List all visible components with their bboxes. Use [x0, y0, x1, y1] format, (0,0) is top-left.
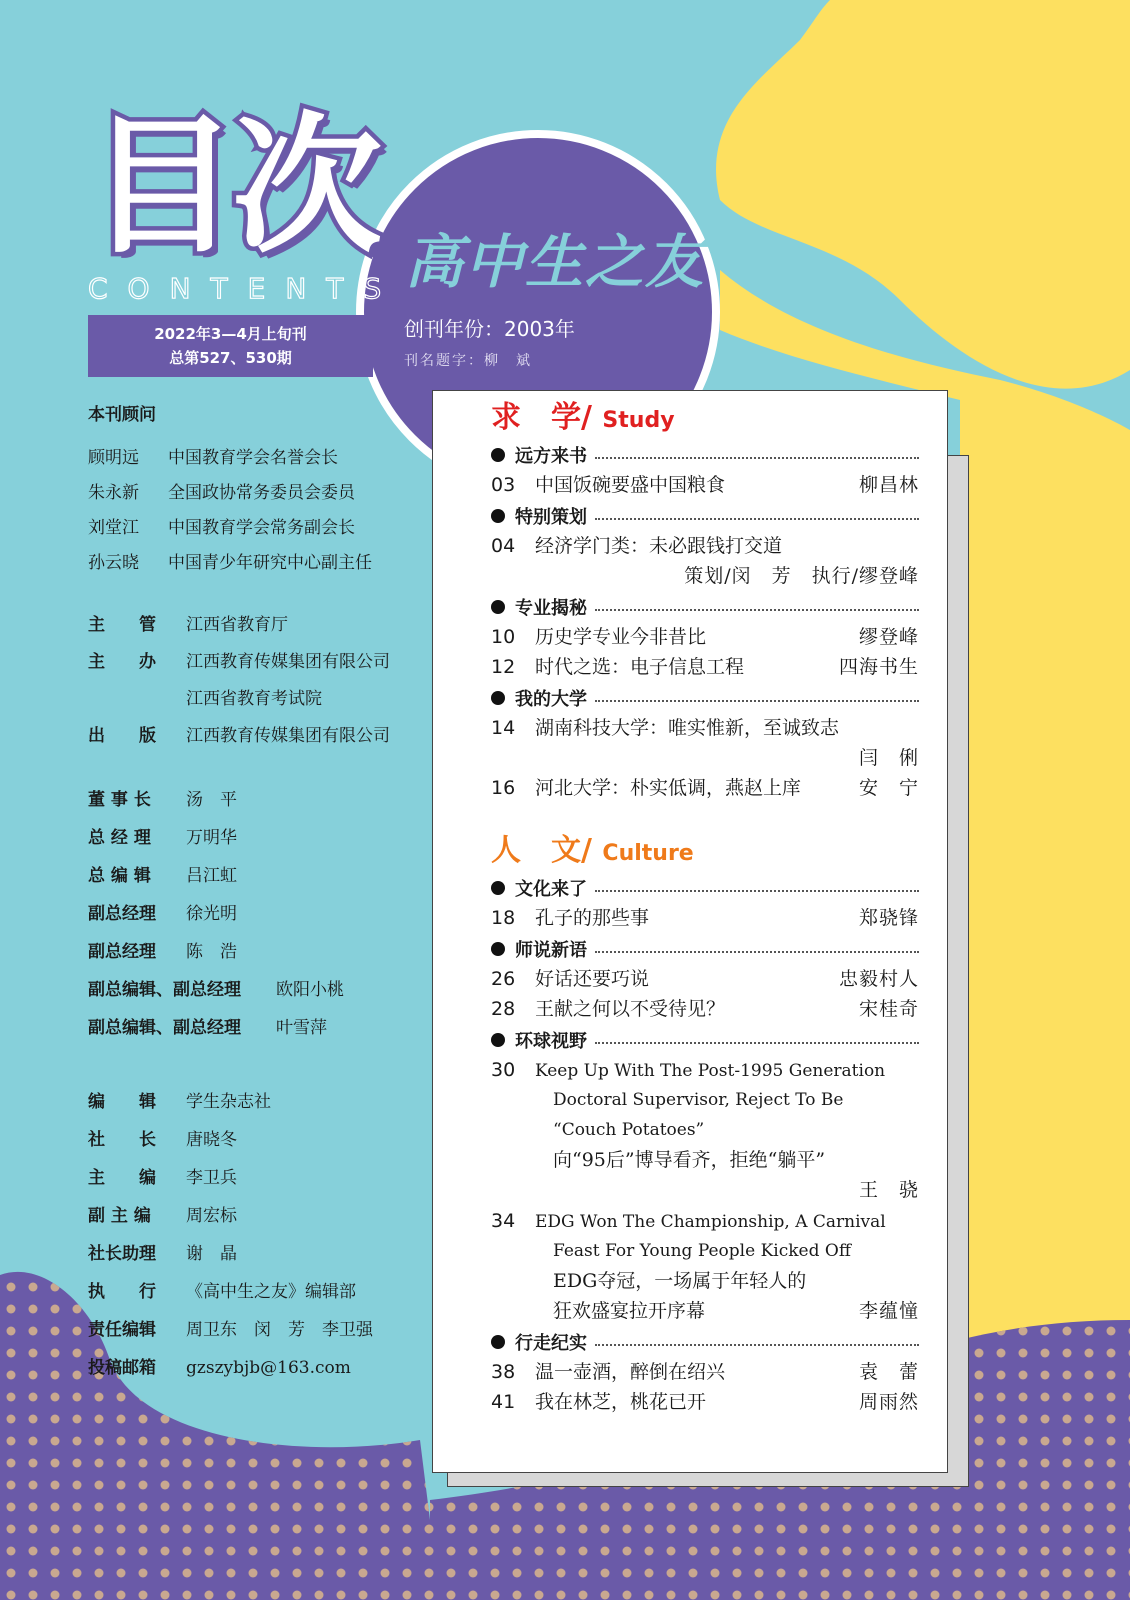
article-entry[interactable]: 04 经济学门类：未必跟钱打交道	[491, 535, 783, 557]
article-title-continuation: “Couch Potatoes”	[553, 1120, 705, 1140]
article-entry[interactable]: 41 我在林芝，桃花已开 周雨然	[491, 1391, 919, 1413]
advisor-row: 朱永新 全国政协常务委员会委员	[88, 483, 355, 503]
management-row: 副总经理 陈 浩	[88, 942, 237, 962]
advisor-row: 顾明远 中国教育学会名誉会长	[88, 448, 338, 468]
article-entry[interactable]: 30 Keep Up With The Post-1995 Generation	[491, 1059, 886, 1081]
org-row: 主 管 江西省教育厅	[88, 615, 288, 635]
issue-band	[88, 315, 373, 377]
management-row: 董 事 长 汤 平	[88, 790, 237, 810]
category-heading: 远方来书	[491, 443, 919, 467]
management-row: 副总编辑、副总经理 叶雪萍	[88, 1018, 327, 1038]
org-row: 江西省教育考试院	[186, 689, 322, 709]
issue-date: 2022年3—4月上旬刊	[154, 325, 307, 343]
contents-subtitle: CONTENTS	[88, 272, 402, 305]
editorial-row: 执 行 《高中生之友》编辑部	[88, 1282, 356, 1302]
org-row: 出 版 江西教育传媒集团有限公司	[88, 726, 390, 746]
management-row: 副总经理 徐光明	[88, 904, 237, 924]
bullet-icon	[491, 600, 505, 614]
editorial-row: 社 长 唐晓冬	[88, 1130, 237, 1150]
article-title-continuation: 向“95后”博导看齐，拒绝“躺平”	[553, 1149, 826, 1171]
category-heading: 师说新语	[491, 937, 919, 961]
category-heading: 专业揭秘	[491, 595, 919, 619]
calligraphy-credit: 刊名题字：柳 斌	[404, 353, 532, 369]
category-heading: 我的大学	[491, 686, 919, 710]
magazine-name: 高中生之友	[405, 228, 706, 296]
editorial-row: 主 编 李卫兵	[88, 1168, 237, 1188]
submission-email-link[interactable]: gzszybjb@163.com	[186, 1358, 351, 1378]
advisor-row: 刘堂江 中国教育学会常务副会长	[88, 518, 355, 538]
editorial-row: 投稿邮箱 gzszybjb@163.com	[88, 1358, 351, 1378]
article-title-continuation: Doctoral Supervisor, Reject To Be	[553, 1090, 844, 1110]
bullet-icon	[491, 881, 505, 895]
editorial-row: 编 辑 学生杂志社	[88, 1092, 271, 1112]
bullet-icon	[491, 942, 505, 956]
article-entry[interactable]: 28 王献之何以不受待见？ 宋桂奇	[491, 998, 919, 1020]
article-entry[interactable]: 38 温一壶酒，醉倒在绍兴 袁 蕾	[491, 1361, 919, 1383]
bullet-icon	[491, 448, 505, 462]
management-row: 副总编辑、副总经理 欧阳小桃	[88, 980, 344, 1000]
issue-number: 总第527、530期	[169, 349, 292, 367]
category-heading: 行走纪实	[491, 1330, 919, 1354]
bullet-icon	[491, 1033, 505, 1047]
editorial-row: 副 主 编 周宏标	[88, 1206, 237, 1226]
advisors-heading: 本刊顾问	[88, 405, 156, 425]
article-entry[interactable]: 03 中国饭碗要盛中国粮食 柳昌林	[491, 474, 919, 496]
article-title-continuation: EDG夺冠，一场属于年轻人的	[553, 1270, 807, 1292]
editorial-row: 社长助理 谢 晶	[88, 1244, 237, 1264]
article-entry[interactable]: 10 历史学专业今非昔比 缪登峰	[491, 626, 919, 648]
category-heading: 文化来了	[491, 876, 919, 900]
section-heading-culture: 人 文/ Culture	[491, 833, 694, 868]
management-row: 总 经 理 万明华	[88, 828, 237, 848]
article-entry[interactable]: 14 湖南科技大学：唯实惟新，至诚致志	[491, 717, 840, 739]
article-title-continuation: Feast For Young People Kicked Off	[553, 1241, 851, 1261]
article-title-continuation: 狂欢盛宴拉开序幕 李蕴憧	[553, 1300, 919, 1322]
founded-year: 创刊年份：2003年	[404, 317, 575, 341]
page-title: 目次	[88, 100, 377, 274]
bullet-icon	[491, 509, 505, 523]
org-row: 主 办 江西教育传媒集团有限公司	[88, 652, 390, 672]
article-entry[interactable]: 26 好话还要巧说 忠毅村人	[491, 968, 919, 990]
article-entry[interactable]: 16 河北大学：朴实低调，燕赵上庠 安 宁	[491, 777, 919, 799]
editorial-row: 责任编辑 周卫东 闵 芳 李卫强	[88, 1320, 373, 1340]
bullet-icon	[491, 691, 505, 705]
article-entry[interactable]: 18 孔子的那些事 郑骁锋	[491, 907, 919, 929]
section-heading-study: 求 学/ Study	[491, 400, 675, 435]
category-heading: 特别策划	[491, 504, 919, 528]
bullet-icon	[491, 1335, 505, 1349]
article-entry[interactable]: 34 EDG Won The Championship, A Carnival	[491, 1210, 886, 1232]
category-heading: 环球视野	[491, 1028, 919, 1052]
article-entry[interactable]: 12 时代之选：电子信息工程 四海书生	[491, 656, 919, 678]
contents-card: 求 学/ Study 远方来书 03 中国饭碗要盛中国粮食 柳昌林 特别策划 04 经济学门类：未必跟钱打交道 策划/闵 芳 执行/缪登峰 专业揭秘 10 历史学专业今非昔比 缪登峰 12 时代之选：电子信息工程 四海书生 我的大学 14 湖南科技大学：唯实惟新，至诚致志 闫 俐 16 河北大学：朴实低调，燕赵上庠 安 宁 人 文/ Culture 文化来了 18 孔子的那些事 郑骁锋 师说新语 26 好话还要巧说 忠毅村人 28 王献之何以不受待见？ 宋桂奇 环球视野 30 Keep Up With The Post-1995 Generation Doctoral Supervisor, Reject To Be “Couch Potatoes” 向“95后”博导看齐，拒绝“躺平” 王 骁 34 EDG Won The Championship, A Carnival Feast For Young People Kicked Off EDG夺冠，一场属于年轻人的 狂欢盛宴拉开序幕 李蕴憧 行走纪实 38 温一壶酒，醉倒在绍兴 袁 蕾 41 我在林芝，桃花已开 周雨然	[432, 390, 948, 1473]
management-row: 总 编 辑 吕江虹	[88, 866, 237, 886]
advisor-row: 孙云晓 中国青少年研究中心副主任	[88, 553, 372, 573]
